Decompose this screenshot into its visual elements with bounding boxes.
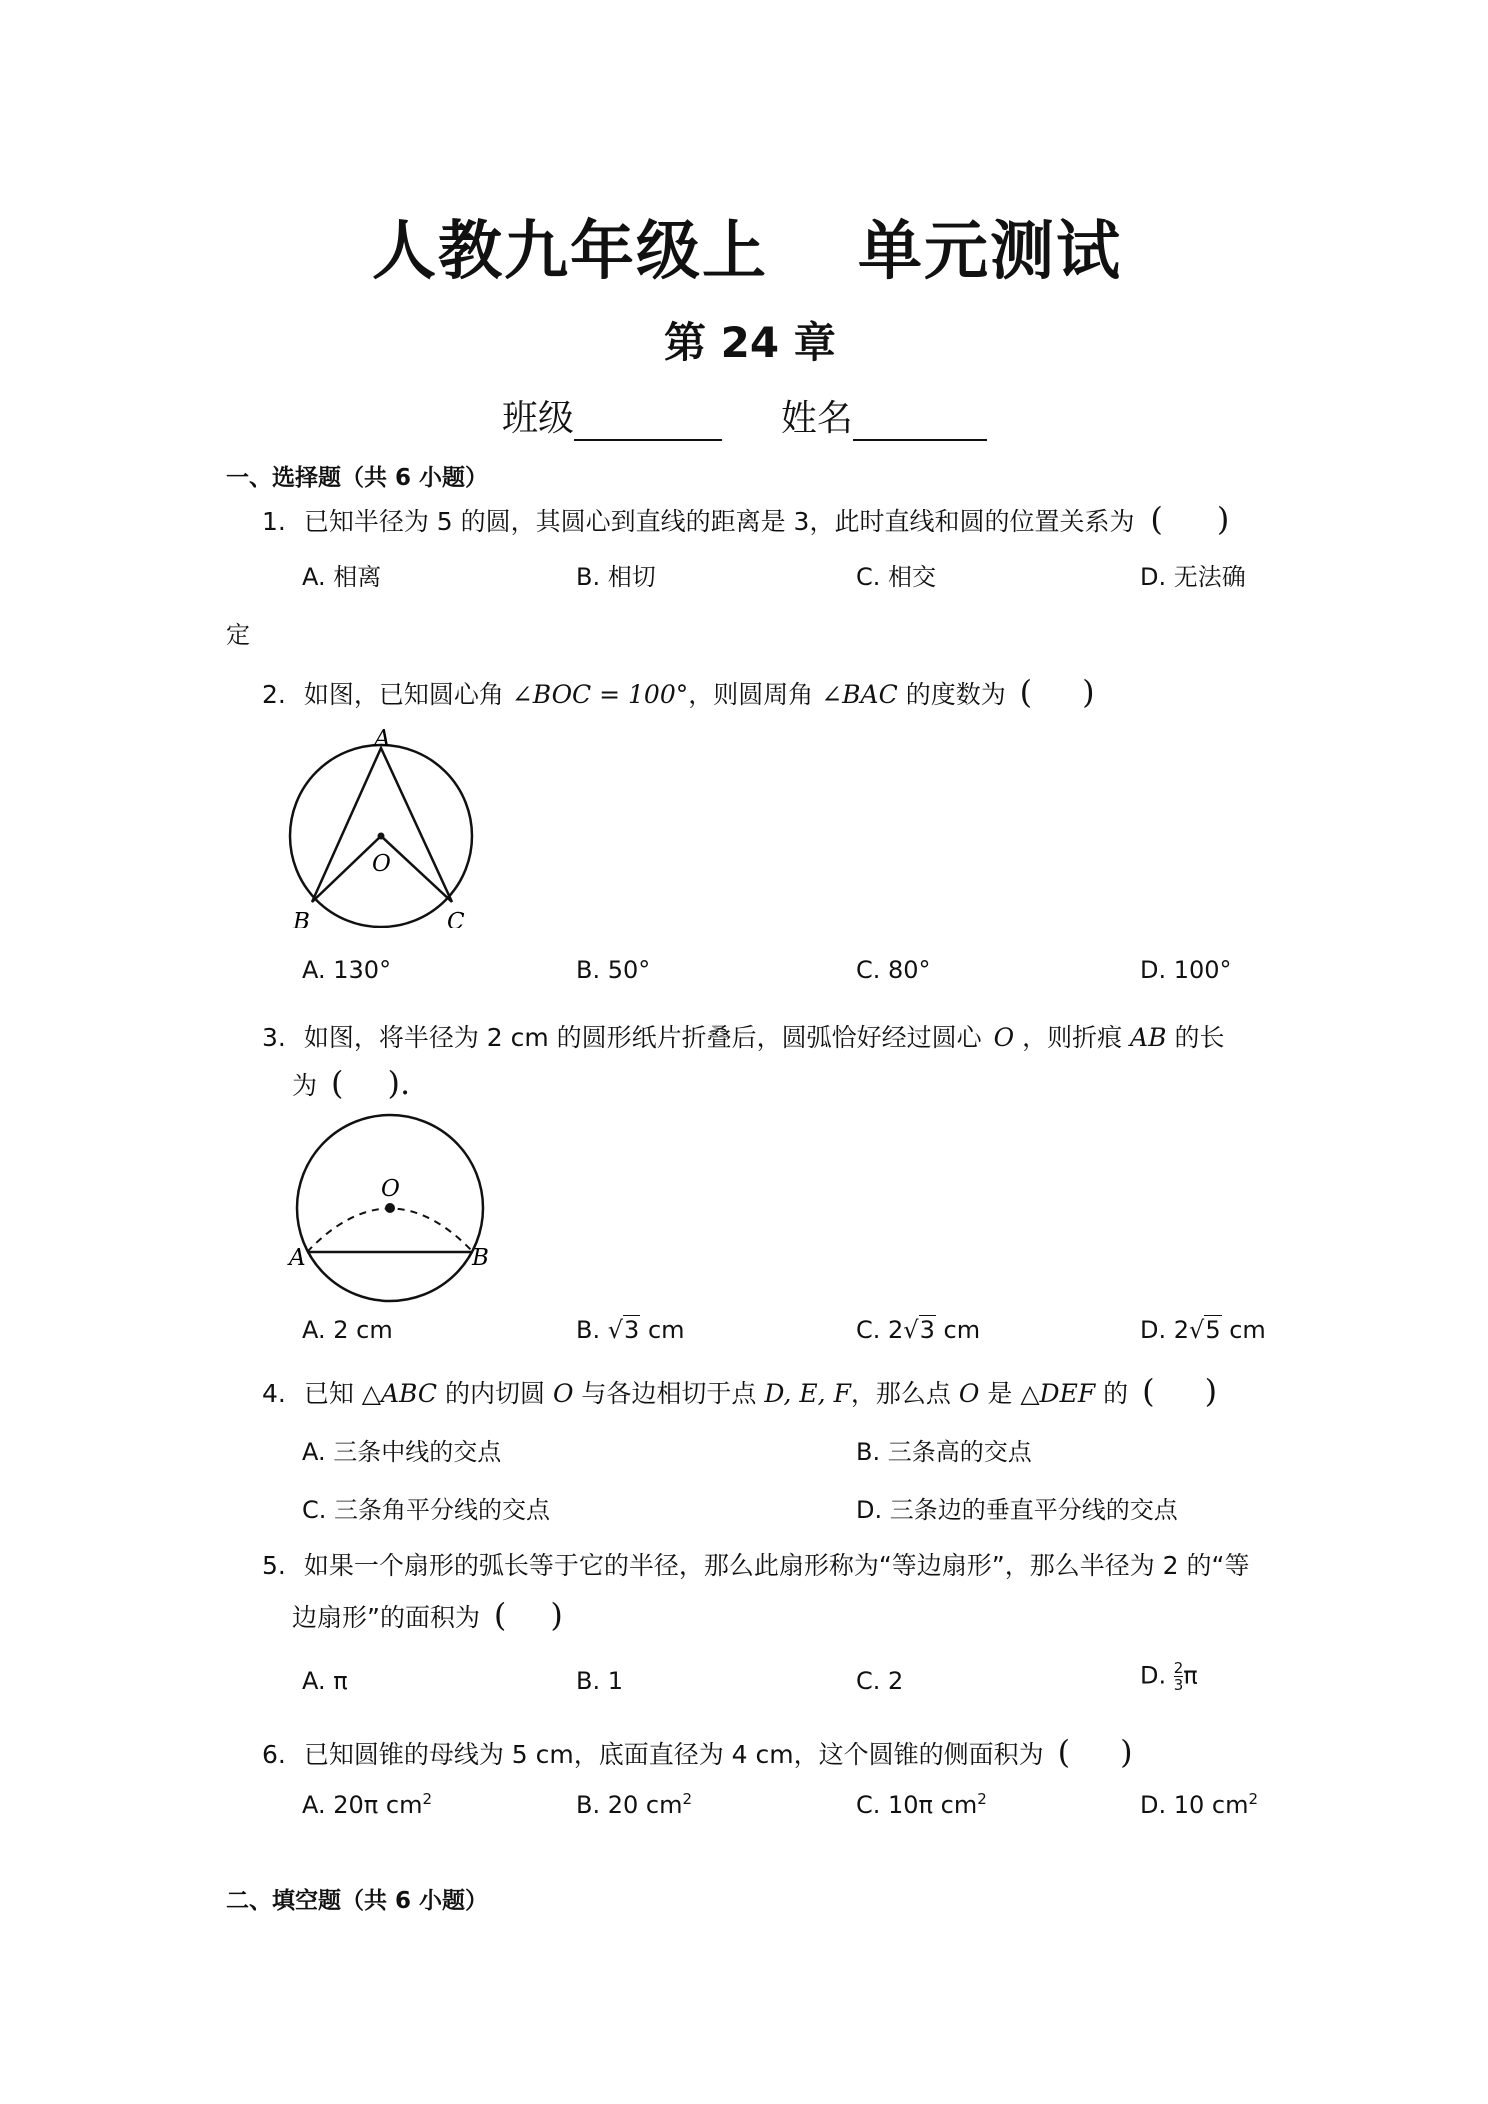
option-b[interactable]: B. 50°: [576, 956, 651, 984]
question-text: 已知半径为 5 的圆，其圆心到直线的距离是 3，此时直线和圆的位置关系为: [303, 507, 1135, 536]
page-title-left: 人教九年级上: [372, 215, 768, 289]
option-d[interactable]: D. 无法确: [1140, 563, 1246, 591]
question-text: 边扇形”的面积为: [292, 1603, 480, 1632]
label-c: C: [447, 909, 465, 928]
label-a: A: [374, 726, 391, 752]
option-text: C. 2: [856, 1316, 904, 1344]
option-text: D.: [1140, 1661, 1174, 1690]
name-blank[interactable]: [853, 403, 987, 441]
math-angle-boc: ∠BOC = 100°: [511, 680, 689, 709]
option-text: C. 10π cm: [856, 1791, 978, 1819]
question-3: [262, 1018, 1224, 1054]
question-text: 已知圆锥的母线为 5 cm，底面直径为 4 cm，这个圆锥的侧面积为: [303, 1740, 1044, 1769]
question-text: ，则折痕: [1022, 1023, 1123, 1052]
option-text: B.: [576, 1316, 608, 1344]
superscript: 2: [422, 1790, 432, 1808]
option-c[interactable]: C. 80°: [856, 956, 931, 984]
answer-paren-open: (: [330, 1064, 344, 1102]
class-field: [502, 390, 987, 441]
label-b: B: [472, 1245, 489, 1271]
answer-paren-open: (: [1057, 1733, 1071, 1771]
radicand: 3: [919, 1316, 935, 1344]
math-o: O: [552, 1379, 574, 1408]
sqrt-symbol: √: [607, 1316, 624, 1344]
section-heading: 二、填空题（共 6 小题）: [226, 1888, 489, 1914]
option-a[interactable]: A. π: [302, 1667, 348, 1695]
question-5: [262, 1546, 1249, 1582]
answer-paren-close: ): [550, 1596, 563, 1634]
folded-arc: [307, 1209, 473, 1253]
fraction: [1174, 1660, 1184, 1693]
class-blank[interactable]: [574, 403, 722, 441]
question-text: 如图，将半径为 2 cm 的圆形纸片折叠后，圆弧恰好经过圆心: [303, 1023, 982, 1052]
option-a[interactable]: [302, 1316, 393, 1344]
math-o: O: [958, 1379, 980, 1408]
option-unit: cm: [1221, 1316, 1266, 1344]
name-label: 姓名: [780, 398, 853, 439]
center-point: [385, 1203, 395, 1213]
superscript: 2: [1248, 1790, 1259, 1808]
question-number: 3.: [262, 1023, 286, 1052]
option-a[interactable]: A. 三条中线的交点: [302, 1438, 502, 1466]
question-text: 的内切圆: [444, 1379, 545, 1408]
radicand: 3: [624, 1316, 640, 1344]
answer-paren-close: ): [1082, 673, 1095, 711]
option-b[interactable]: [576, 1790, 692, 1819]
fraction-numerator: 2: [1173, 1659, 1184, 1677]
question-text: 如果一个扇形的弧长等于它的半径，那么此扇形称为“等边扇形”，那么半径为 2 的“等: [303, 1551, 1250, 1580]
option-c[interactable]: C. 相交: [856, 563, 937, 591]
label-a: A: [289, 1245, 306, 1271]
option-d[interactable]: D. 三条边的垂直平分线的交点: [856, 1496, 1178, 1524]
question-text: ，那么点: [850, 1379, 951, 1408]
option-text: A. 2 cm: [302, 1316, 393, 1344]
question-text: 的: [1103, 1379, 1129, 1408]
label-o: O: [381, 1176, 400, 1202]
option-d-wrap: 定: [226, 621, 250, 649]
page-title-right: 单元测试: [858, 215, 1122, 289]
radicand: 5: [1205, 1316, 1221, 1344]
figure-inscribed-angle: [280, 718, 500, 928]
question-5-line2: [292, 1596, 563, 1634]
option-d[interactable]: [1140, 1790, 1258, 1819]
question-6: [262, 1733, 1133, 1771]
option-text: D. 2: [1140, 1316, 1190, 1344]
option-c[interactable]: [856, 1790, 987, 1819]
section-heading: 一、选择题（共 6 小题）: [226, 465, 489, 491]
option-a[interactable]: [302, 1790, 432, 1819]
question-text: 与各边相切于点: [581, 1379, 757, 1408]
fraction-denominator: 3: [1173, 1676, 1184, 1694]
option-d[interactable]: [1140, 1316, 1266, 1344]
sqrt-symbol: √: [1189, 1316, 1205, 1344]
figure-folded-circle: [284, 1110, 504, 1310]
option-a[interactable]: A. 130°: [302, 956, 392, 984]
question-text: 为: [292, 1071, 318, 1100]
option-c[interactable]: C. 2: [856, 1667, 904, 1695]
label-b: B: [293, 909, 310, 928]
superscript: 2: [682, 1790, 693, 1808]
question-1: [262, 500, 1229, 538]
question-2: [262, 673, 1095, 711]
label-o: O: [372, 851, 391, 877]
superscript: 2: [977, 1790, 987, 1808]
question-text: 是: [987, 1379, 1013, 1408]
math-triangle-abc: △ABC: [361, 1379, 438, 1408]
math-ab: AB: [1130, 1023, 1167, 1052]
math-def-points: D, E, F: [764, 1379, 851, 1408]
question-text: 的长: [1174, 1023, 1225, 1052]
answer-paren-close: ): [1204, 1372, 1218, 1410]
option-d[interactable]: [1140, 1660, 1198, 1693]
sqrt-symbol: √: [903, 1316, 919, 1344]
question-number: 4.: [262, 1379, 286, 1408]
answer-paren-close: ).: [387, 1064, 411, 1102]
question-3-line2: [292, 1064, 410, 1102]
math-o: O: [993, 1023, 1015, 1052]
option-b[interactable]: [576, 1316, 685, 1344]
option-b[interactable]: B. 相切: [576, 563, 656, 591]
answer-paren-close: ): [1120, 1733, 1133, 1771]
option-c[interactable]: C. 三条角平分线的交点: [302, 1496, 551, 1524]
class-label: 班级: [502, 398, 575, 439]
option-b[interactable]: B. 1: [576, 1667, 623, 1695]
option-text: A. 20π cm: [302, 1791, 423, 1819]
math-triangle-def: △DEF: [1020, 1379, 1096, 1408]
option-text: D. 10 cm: [1140, 1791, 1249, 1819]
answer-paren-open: (: [493, 1596, 507, 1634]
question-number: 1.: [262, 507, 286, 536]
option-b[interactable]: B. 三条高的交点: [856, 1438, 1032, 1466]
question-text: 已知: [303, 1379, 354, 1408]
chapter-heading: 第 24 章: [664, 318, 836, 367]
answer-paren-open: (: [1142, 1372, 1155, 1410]
option-text: B. 20 cm: [576, 1791, 683, 1819]
chords-ab-ac: [312, 748, 452, 902]
option-unit: cm: [935, 1316, 981, 1344]
question-text: 的度数为: [905, 680, 1006, 709]
question-4: [262, 1372, 1217, 1410]
option-a[interactable]: A. 相离: [302, 563, 382, 591]
question-text: ，则圆周角: [688, 680, 814, 709]
math-angle-bac: ∠BAC: [821, 680, 898, 709]
option-unit: cm: [640, 1316, 685, 1344]
answer-paren-open: (: [1150, 500, 1163, 538]
question-number: 6.: [262, 1740, 286, 1769]
option-d[interactable]: D. 100°: [1140, 956, 1232, 984]
question-number: 5.: [262, 1551, 286, 1580]
pi-symbol: π: [1183, 1661, 1198, 1690]
question-text: 如图，已知圆心角: [303, 680, 504, 709]
center-point: [378, 833, 385, 840]
answer-paren-open: (: [1019, 673, 1033, 711]
option-c[interactable]: [856, 1316, 980, 1344]
answer-paren-close: ): [1216, 500, 1230, 538]
question-number: 2.: [262, 680, 286, 709]
